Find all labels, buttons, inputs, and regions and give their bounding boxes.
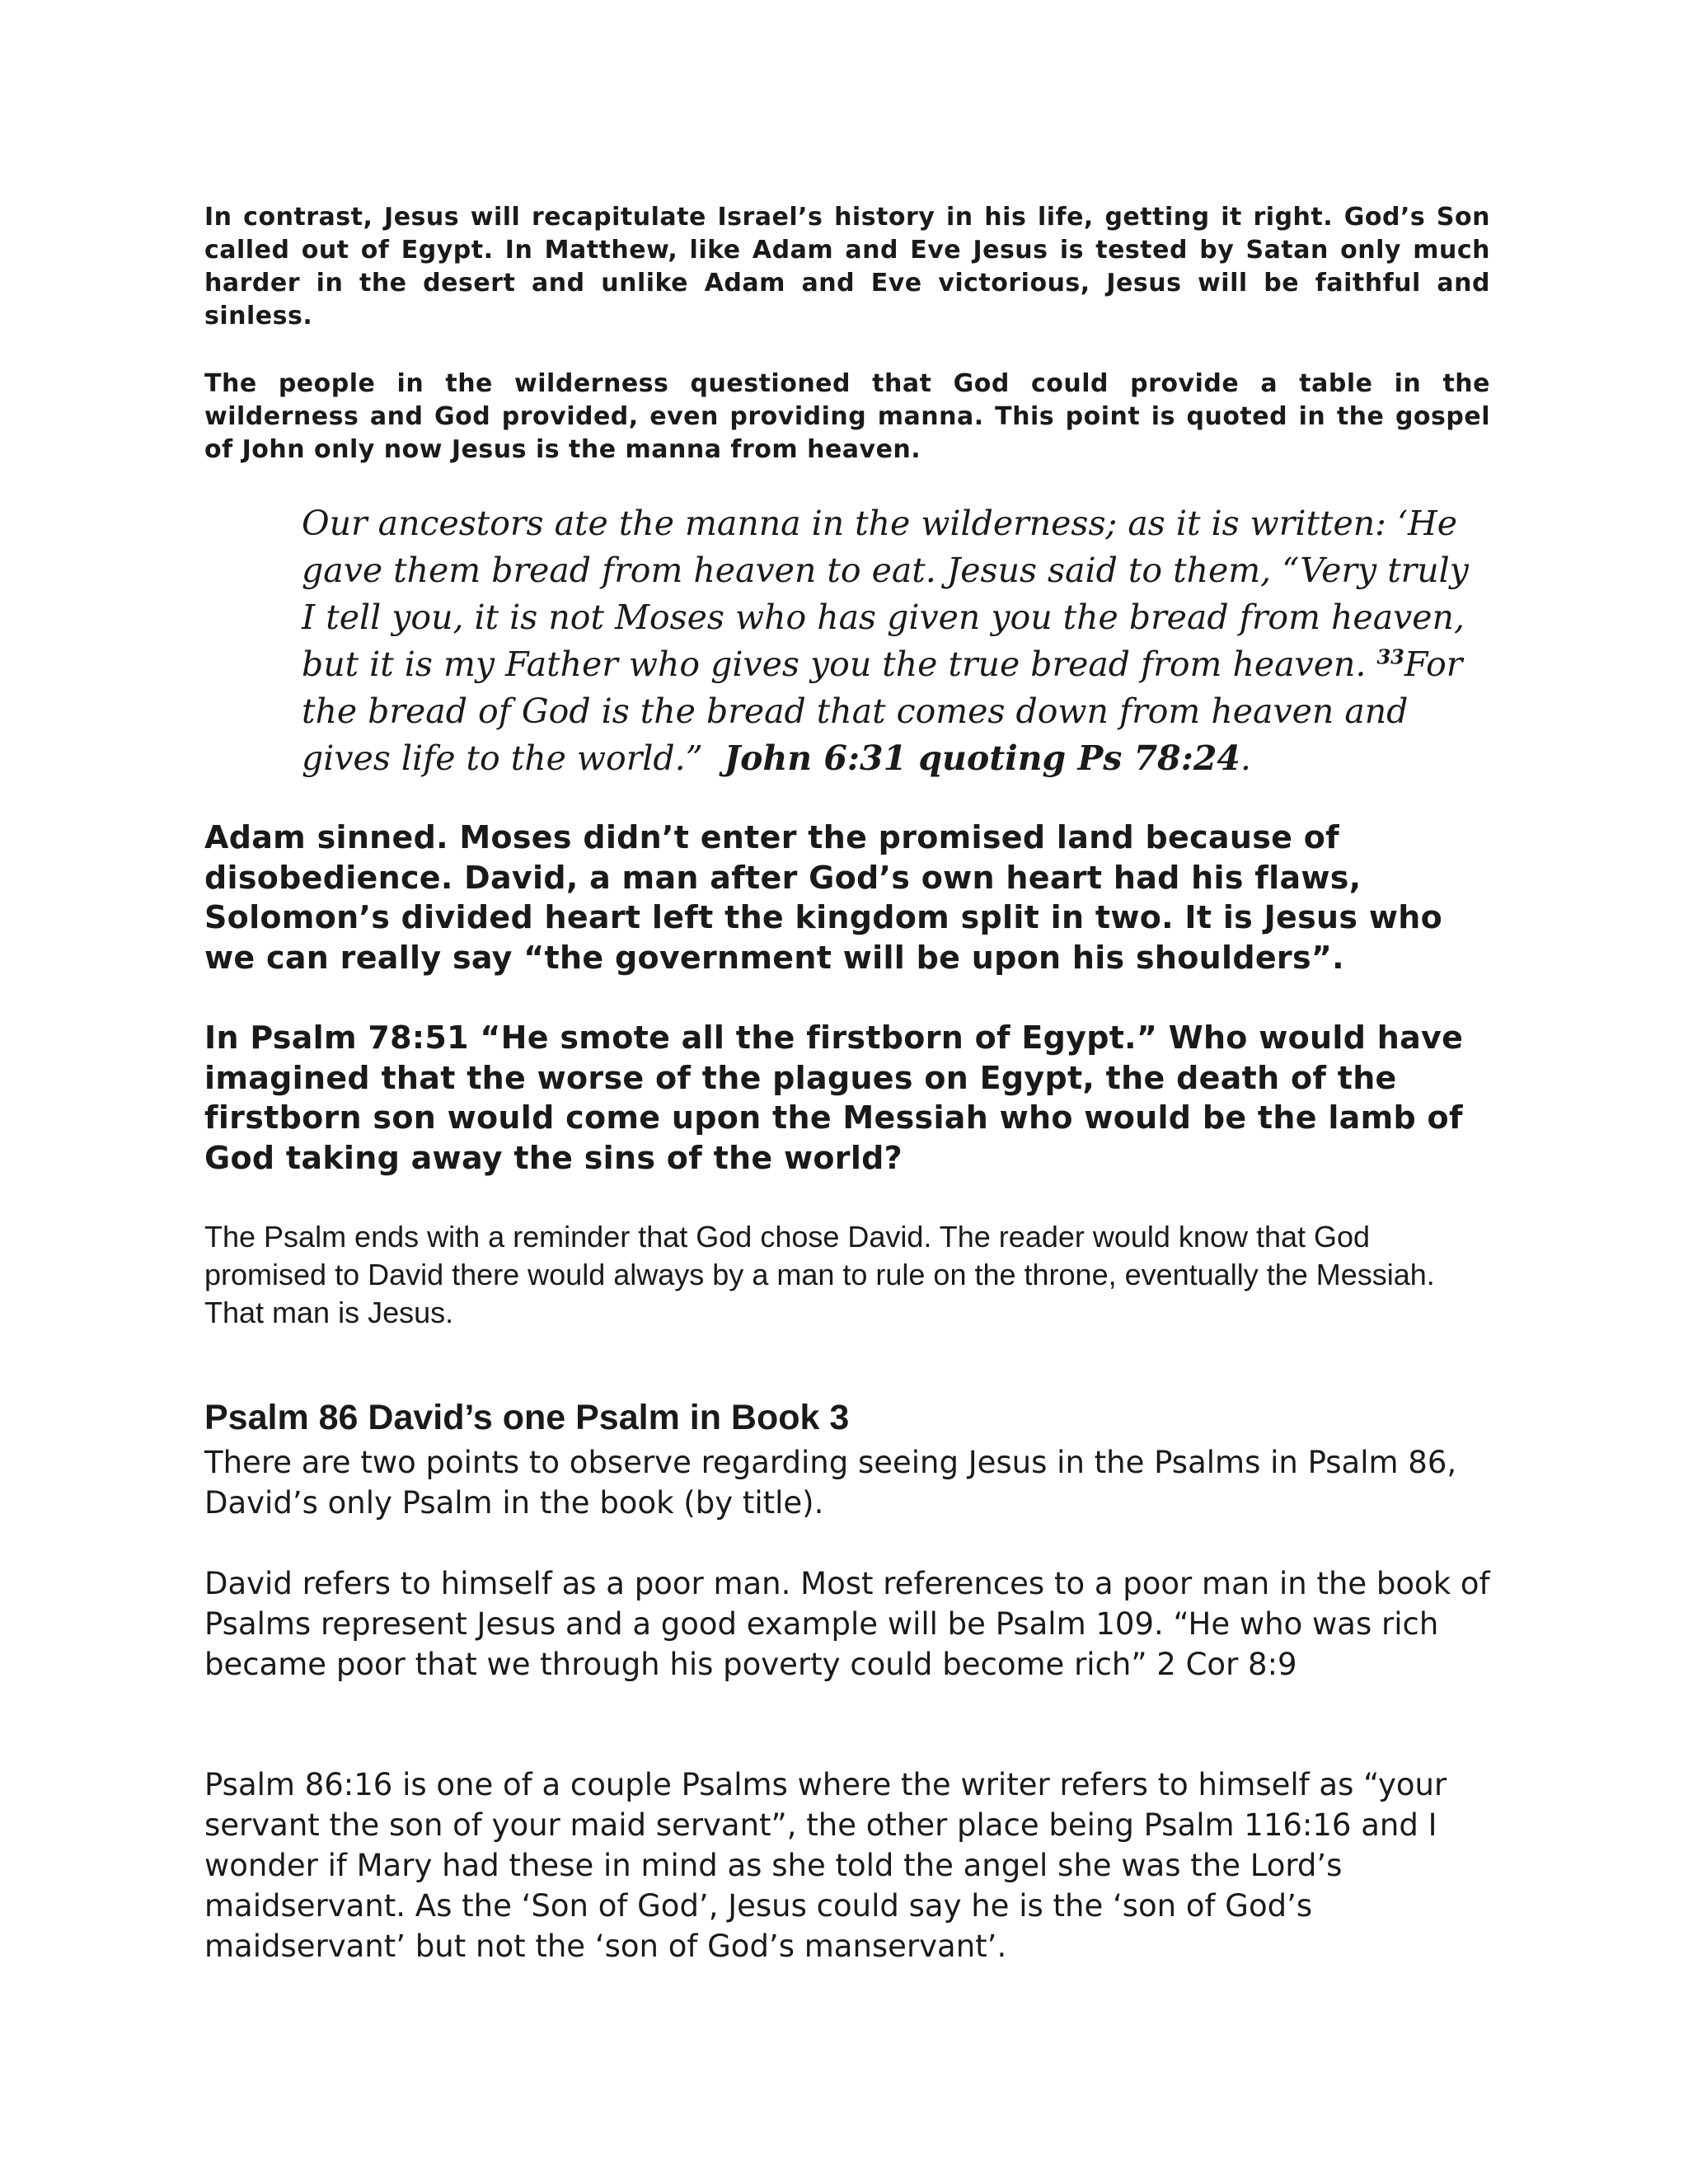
section-heading-psalm-86: Psalm 86 David’s one Psalm in Book 3 <box>204 1398 850 1437</box>
quote-end-punct: . <box>1240 738 1251 778</box>
paragraph-psalm-78-51: In Psalm 78:51 “He smote all the firstborn of Egypt.” Who would have imagined that the worse of the plagues on Egypt, the death of the firstborn son would come upon the Messiah who would be the lamb of God taking away the sins of the world? <box>204 1019 1464 1176</box>
paragraph-two-points: There are two points to observe regarding seeing Jesus in the Psalms in Psalm 86, David’s only Psalm in the book (by title). <box>204 1445 1457 1521</box>
quote-text-before: Our ancestors ate the manna in the wilderness; as it is written: ‘He gave them bread from heaven to eat. Jesus said to them, “Very truly I tell you, it is not Moses who has given you the bread from heaven, but it is my Father who gives you the true bread from heaven. <box>302 504 1469 684</box>
quote-reference: John 6:31 quoting Ps 78:24 <box>724 738 1240 778</box>
paragraph-adam-sinned: Adam sinned. Moses didn’t enter the promised land because of disobedience. David, a man after God’s own heart had his flaws, Solomon’s divided heart left the kingdom split in two. It is Jesus who we can really say “the government will be upon his shoulders”. <box>204 819 1443 976</box>
paragraph-jesus-recapitulates-israel: In contrast, Jesus will recapitulate Israel’s history in his life, getting it right. God’s Son called out of Egypt. In Matthew, like Adam and Eve Jesus is tested by Satan only much harder in the desert and unlike Adam and Eve victorious, Jesus will be faithful and sinless. <box>204 203 1490 330</box>
paragraph-son-of-maidservant: Psalm 86:16 is one of a couple Psalms where the writer refers to himself as “your servant the son of your maid servant”, the other place being Psalm 116:16 and I wonder if Mary had these in mind as she told the angel she was the Lord’s maidservant. As the ‘Son of God’, Jesus could say he is the ‘son of God’s maidservant’ but not the ‘son of God’s manservant’. <box>204 1767 1447 1964</box>
paragraph-psalm-ends-with-david: The Psalm ends with a reminder that God chose David. The reader would know that God promised to David there would always by a man to rule on the throne, eventually the Messiah. That man is Jesus. <box>204 1220 1435 1329</box>
paragraph-manna-in-wilderness: The people in the wilderness questioned that God could provide a table in the wilderness and God provided, even providing manna. This point is quoted in the gospel of John only now Jesus is the manna from heaven. <box>204 369 1490 464</box>
paragraph-poor-man: David refers to himself as a poor man. Most references to a poor man in the book of Psalms represent Jesus and a good example will be Psalm 109. “He who was rich became poor that we through his poverty could become rich” 2 Cor 8:9 <box>204 1566 1490 1682</box>
verse-number: 33 <box>1376 644 1404 669</box>
quote-text-after: For the bread of God is the bread that comes down from heaven and gives life to the world.” <box>302 644 1463 778</box>
scripture-quote-john-6 <box>302 500 1480 782</box>
